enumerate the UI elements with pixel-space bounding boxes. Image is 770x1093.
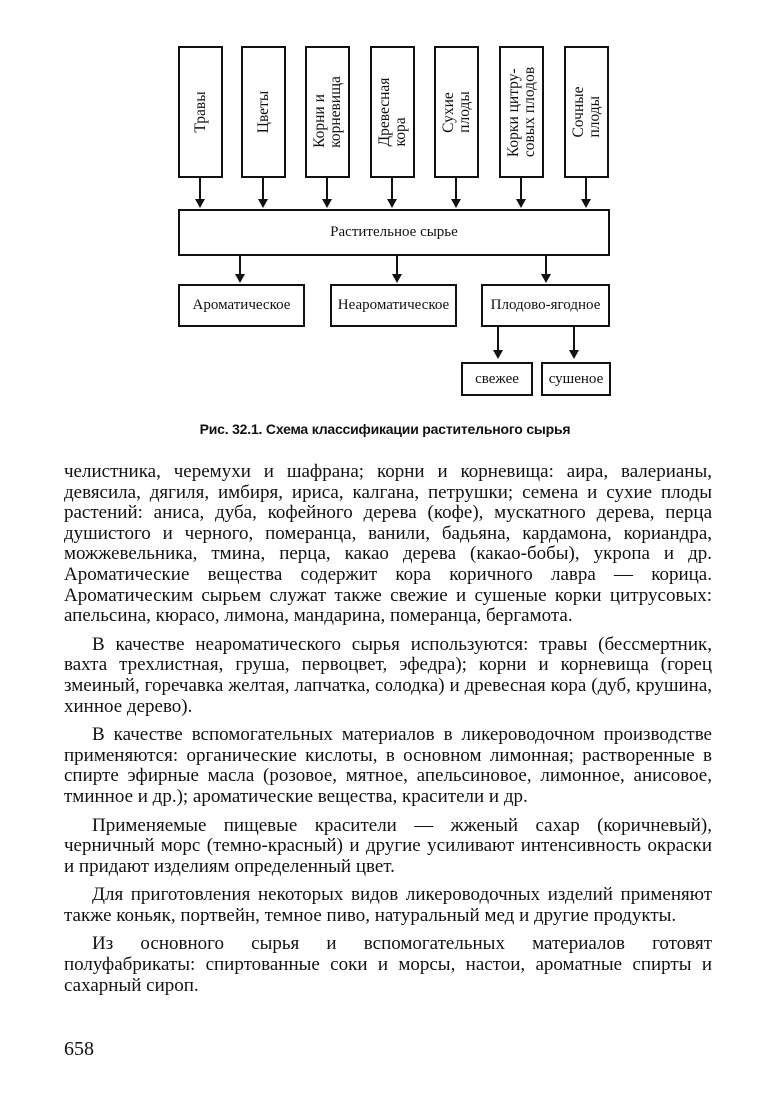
type-label: Неароматическое bbox=[337, 297, 450, 313]
arrow-down-icon bbox=[451, 199, 461, 208]
connector-line bbox=[497, 327, 499, 351]
arrow-down-icon bbox=[392, 274, 402, 283]
connector-line bbox=[391, 178, 393, 200]
source-label: Травы bbox=[191, 91, 209, 133]
arrow-down-icon bbox=[235, 274, 245, 283]
figure-caption: Рис. 32.1. Схема классификации растительного сырья bbox=[199, 421, 571, 437]
source-box-herbs bbox=[178, 46, 223, 178]
paragraph: В качестве неароматического сырья используются: травы (бессмертник, вахта трехлистная, груша, первоцвет, эфедра); корни и корневища (горец змеиный, горечавка желтая, лапчатка, солодка) и древесная кора (дуб, крушина, хинное дерево). bbox=[64, 633, 712, 717]
type-box-non-aromatic bbox=[330, 284, 457, 327]
classification-diagram bbox=[0, 0, 770, 410]
arrow-down-icon bbox=[387, 199, 397, 208]
source-box-bark bbox=[370, 46, 415, 178]
source-label: Корни и корневища bbox=[310, 76, 344, 148]
arrow-down-icon bbox=[569, 350, 579, 359]
connector-line bbox=[239, 256, 241, 275]
connector-line bbox=[585, 178, 587, 200]
type-label: Ароматическое bbox=[192, 297, 291, 313]
source-box-flowers bbox=[241, 46, 286, 178]
connector-line bbox=[326, 178, 328, 200]
arrow-down-icon bbox=[581, 199, 591, 208]
type-label: Плодово-ягодное bbox=[490, 297, 601, 313]
state-box-dried bbox=[541, 362, 611, 396]
arrow-down-icon bbox=[493, 350, 503, 359]
type-box-aromatic bbox=[178, 284, 305, 327]
connector-line bbox=[199, 178, 201, 200]
source-label: Сухие плоды bbox=[439, 91, 473, 133]
connector-line bbox=[262, 178, 264, 200]
body-text bbox=[64, 462, 712, 1004]
source-label: Сочные плоды bbox=[569, 86, 603, 138]
center-box-raw-material bbox=[178, 209, 610, 256]
arrow-down-icon bbox=[195, 199, 205, 208]
connector-line bbox=[455, 178, 457, 200]
paragraph: В качестве вспомогательных материалов в ликероводочном производстве применяются: органические кислоты, в основном лимонная; растворенные в спирте эфирные масла (розовое, мятное, апельсиновое, лимонное, анисовое, тминное и др.); ароматические вещества, красители и др. bbox=[64, 724, 712, 807]
connector-line bbox=[520, 178, 522, 200]
arrow-down-icon bbox=[541, 274, 551, 283]
connector-line bbox=[396, 256, 398, 275]
paragraph: Для приготовления некоторых видов ликероводочных изделий применяют также коньяк, портвейн, темное пиво, натуральный мед и другие продукты. bbox=[64, 884, 712, 926]
source-box-juicy-fruits bbox=[564, 46, 609, 178]
arrow-down-icon bbox=[322, 199, 332, 208]
paragraph: Применяемые пищевые красители — жженый сахар (коричневый), черничный морс (темно-красный) и другие усиливают интенсивность окраски и придают изделиям определенный цвет. bbox=[64, 814, 712, 877]
arrow-down-icon bbox=[258, 199, 268, 208]
state-label: сушеное bbox=[548, 370, 604, 387]
paragraph: челистника, черемухи и шафрана; корни и корневища: аира, валерианы, девясила, дягиля, имбиря, ириса, калгана, петрушки; семена и сухие плоды растений: аниса, дуба, кофейного дерева (кофе), мускатного дерева, перца душистого и черного, померанца, ванили, бадьяна, кардамона, кориандра, можжевельника, тмина, перца, какао дерева (какао-бобы), укропа и др. Ароматические вещества содержит кора коричного лавра — корица. Ароматическим сырьем служат также свежие и сушеные корки цитрусовых: апельсина, кюрасо, лимона, мандарина, померанца, бергамота. bbox=[64, 461, 712, 627]
source-label: Древесная кора bbox=[375, 77, 409, 147]
source-label: Цветы bbox=[254, 90, 272, 134]
connector-line bbox=[545, 256, 547, 275]
connector-line bbox=[573, 327, 575, 351]
state-label: свежее bbox=[475, 370, 519, 387]
type-box-fruit-berry bbox=[481, 284, 610, 327]
source-box-citrus-peel bbox=[499, 46, 544, 178]
arrow-down-icon bbox=[516, 199, 526, 208]
source-box-dry-fruits bbox=[434, 46, 479, 178]
page-number: 658 bbox=[64, 1038, 94, 1060]
state-box-fresh bbox=[461, 362, 533, 396]
source-box-roots bbox=[305, 46, 350, 178]
source-label: Корки цитру- совых плодов bbox=[504, 66, 538, 158]
paragraph: Из основного сырья и вспомогательных материалов готовят полуфабрикаты: спиртованные соки и морсы, настои, ароматные спирты и сахарный сироп. bbox=[64, 933, 712, 996]
center-label: Растительное сырье bbox=[330, 224, 458, 240]
